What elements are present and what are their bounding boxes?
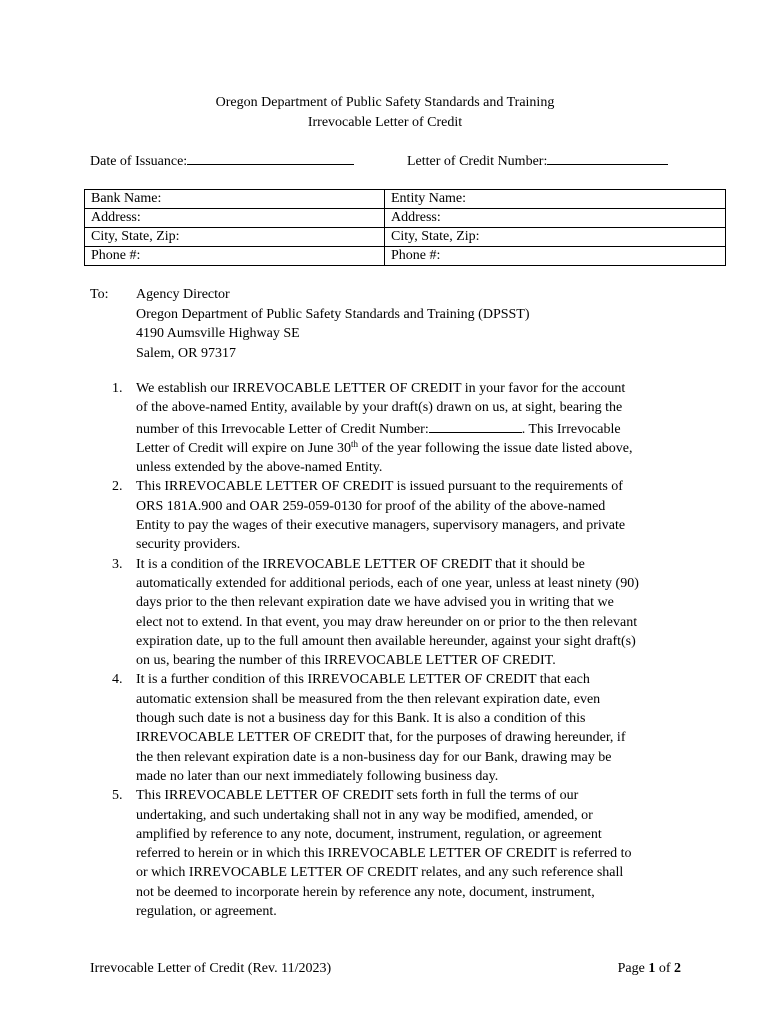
letter-of-credit-number-field [407, 150, 668, 171]
table-row [85, 190, 726, 209]
item-line: amplified by reference to any note, document, instrument, regulation, or agreement [136, 826, 602, 842]
list-item [112, 670, 681, 786]
bank-city-state-zip-cell[interactable]: City, State, Zip: [85, 228, 385, 247]
item-number: 5. [112, 788, 123, 804]
table-row [85, 209, 726, 228]
item-line: automatic extension shall be measured from the then relevant expiration date, even [136, 691, 601, 707]
item-number: 4. [112, 672, 123, 688]
superscript: th [351, 438, 359, 449]
item-line: Entity to pay the wages of their executive managers, supervisory managers, and private [136, 518, 626, 534]
list-item [112, 379, 681, 477]
item-line: unless extended by the above-named Entity. [136, 460, 383, 476]
item-line: days prior to the then relevant expiration date we have advised you in writing that we [136, 595, 614, 611]
item-line: not be deemed to incorporate herein by reference any note, document, instrument, [136, 884, 595, 900]
bank-address-cell[interactable]: Address: [85, 209, 385, 228]
item-text: of the year following the issue date listed above, [358, 440, 633, 456]
bank-phone-cell[interactable]: Phone #: [85, 247, 385, 266]
entity-address-cell[interactable]: Address: [385, 209, 726, 228]
entity-city-state-zip-cell[interactable]: City, State, Zip: [385, 228, 726, 247]
list-item [112, 555, 681, 671]
date-of-issuance-field [90, 150, 354, 171]
credit-number-blank[interactable] [429, 418, 522, 433]
letter-of-credit-number-label: Letter of Credit Number: [407, 154, 548, 169]
recipient-line: Agency Director [136, 287, 230, 302]
page-current: 1 [648, 961, 656, 976]
item-line [136, 418, 681, 439]
item-line: elect not to extend. In that event, you may draw hereunder on or prior to the then relevant [136, 614, 638, 630]
item-line: made no later than our next immediately following business day. [136, 768, 499, 784]
page-number [618, 959, 681, 978]
date-of-issuance-blank[interactable] [187, 150, 354, 165]
item-text: . This Irrevocable [521, 421, 621, 437]
item-line: security providers. [136, 537, 241, 553]
item-line: on us, bearing the number of this IRREVOCABLE LETTER OF CREDIT. [136, 653, 556, 669]
recipient-address [136, 285, 530, 363]
item-text: number of this Irrevocable Letter of Credit Number: [136, 421, 429, 437]
item-line: undertaking, and such undertaking shall not in any way be modified, amended, or [136, 807, 593, 823]
list-item [112, 786, 681, 921]
footer-revision: Irrevocable Letter of Credit (Rev. 11/2023) [90, 961, 332, 976]
item-line: It is a condition of the IRREVOCABLE LETTER OF CREDIT that it should be [136, 556, 585, 572]
item-line: though such date is not a business day for this Bank. It is also a condition of this [136, 711, 586, 727]
item-line: expiration date, up to the full amount then available hereunder, against your sight draft(s) [136, 633, 636, 649]
item-number: 2. [112, 479, 123, 495]
page-of: of [655, 961, 674, 976]
entity-name-cell[interactable]: Entity Name: [385, 190, 726, 209]
page-total: 2 [674, 961, 681, 976]
to-label: To: [90, 287, 109, 302]
table-row [85, 247, 726, 266]
bank-entity-table [84, 189, 726, 266]
item-line: IRREVOCABLE LETTER OF CREDIT that, for the purposes of drawing hereunder, if [136, 730, 626, 746]
table-row [85, 228, 726, 247]
item-text: Letter of Credit will expire on June 30 [136, 440, 351, 456]
item-line: automatically extended for additional periods, each of one year, unless at least ninety (90) [136, 575, 639, 591]
entity-phone-cell[interactable]: Phone #: [385, 247, 726, 266]
item-number: 1. [112, 381, 123, 396]
item-line: ORS 181A.900 and OAR 259-059-0130 for proof of the ability of the above-named [136, 498, 606, 514]
item-line: of the above-named Entity, available by your draft(s) drawn on us, at sight, bearing the [136, 400, 623, 416]
recipient-line: Salem, OR 97317 [136, 345, 236, 361]
bank-name-cell[interactable]: Bank Name: [85, 190, 385, 209]
page-subtitle: Irrevocable Letter of Credit [307, 115, 463, 130]
date-of-issuance-label: Date of Issuance: [90, 154, 188, 169]
item-line: It is a further condition of this IRREVOCABLE LETTER OF CREDIT that each [136, 672, 590, 688]
letter-of-credit-number-blank[interactable] [547, 150, 668, 165]
item-line: This IRREVOCABLE LETTER OF CREDIT is issued pursuant to the requirements of [136, 479, 623, 495]
recipient-line: Oregon Department of Public Safety Standards and Training (DPSST) [136, 306, 530, 322]
item-line: the then relevant expiration date is a non-business day for our Bank, drawing may be [136, 749, 612, 765]
item-line: This IRREVOCABLE LETTER OF CREDIT sets forth in full the terms of our [136, 788, 579, 804]
item-line: or which IRREVOCABLE LETTER OF CREDIT relates, and any such reference shall [136, 865, 624, 881]
item-line: referred to herein or in which this IRREVOCABLE LETTER OF CREDIT is referred to [136, 846, 632, 862]
item-line [136, 439, 681, 458]
item-number: 3. [112, 556, 123, 572]
page-title: Oregon Department of Public Safety Standards and Training [215, 95, 555, 110]
list-item [112, 477, 681, 554]
recipient-line: 4190 Aumsville Highway SE [136, 326, 300, 341]
terms-list [112, 379, 681, 921]
item-line: We establish our IRREVOCABLE LETTER OF CREDIT in your favor for the account [136, 381, 626, 396]
item-line: regulation, or agreement. [136, 904, 277, 920]
page-word: Page [617, 961, 649, 976]
